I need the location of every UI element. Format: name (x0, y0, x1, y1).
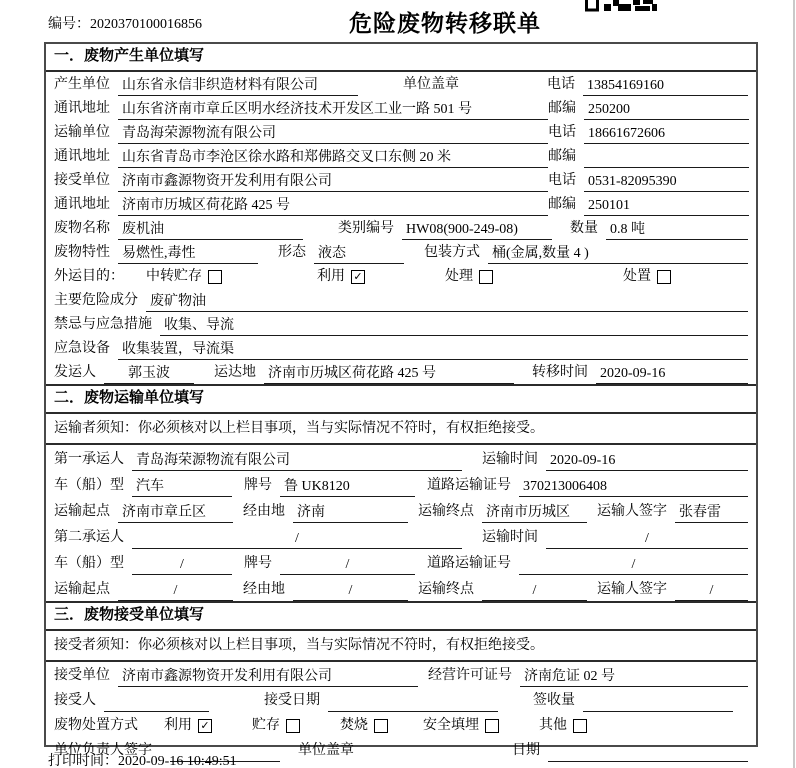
address-label: 通讯地址 (54, 149, 110, 164)
accept-date-field[interactable] (328, 692, 498, 712)
page-edge-divider (793, 0, 795, 768)
receipt-qty-label: 签收量 (533, 693, 575, 708)
road-permit-label: 道路运输证号 (427, 478, 511, 493)
receipt-qty-field[interactable] (583, 692, 733, 712)
transfer-time-field[interactable]: 2020-09-16 (596, 364, 748, 384)
row-route1 (46, 497, 756, 523)
row-producer (46, 72, 756, 96)
address-label: 通讯地址 (54, 197, 110, 212)
route1-start-field[interactable]: 济南市章丘区 (118, 503, 233, 523)
checkbox[interactable] (286, 719, 300, 733)
transporter-zip-field[interactable] (584, 148, 749, 168)
form-table (44, 42, 758, 758)
vehicle2-permit-field[interactable]: / (519, 555, 748, 575)
road-permit-label: 道路运输证号 (427, 556, 511, 571)
row-disposal-method (46, 712, 756, 737)
checkbox-label: 其他 (539, 718, 567, 733)
phone-label: 电话 (547, 77, 575, 92)
checkbox[interactable] (657, 270, 671, 284)
carrier2-time-field[interactable]: / (546, 529, 748, 549)
precaution-field[interactable]: 收集、导流 (160, 316, 748, 336)
row-hazard (46, 288, 756, 312)
disposal-method-label: 废物处置方式 (54, 718, 138, 733)
transporter-label: 运输单位 (54, 125, 110, 140)
plate-label: 牌号 (244, 556, 272, 571)
checkbox-label: 利用 (317, 269, 345, 284)
accept-unit-label: 接受单位 (54, 668, 110, 683)
zip-label: 邮编 (548, 149, 576, 164)
precaution-label: 禁忌与应急措施 (54, 317, 152, 332)
section2-header: 二．废物运输单位填写 (46, 384, 756, 414)
carrier-sign-label: 运输人签字 (597, 504, 667, 519)
business-permit-label: 经营许可证号 (428, 668, 512, 683)
date-label: 日期 (512, 743, 540, 758)
row-producer-address (46, 96, 756, 120)
checkbox-label: 处置 (623, 269, 651, 284)
carrier-sign-label: 运输人签字 (597, 582, 667, 597)
row-equipment (46, 336, 756, 360)
carrier2-field[interactable]: / (132, 529, 462, 549)
checkbox-label: 贮存 (252, 718, 280, 733)
waste-name-field[interactable]: 废机油 (118, 220, 303, 240)
packing-label: 包装方式 (424, 245, 480, 260)
packing-field[interactable]: 桶(金属,数量 4 ) (488, 244, 748, 264)
checkbox-label: 处理 (445, 269, 473, 284)
row-accept-person (46, 687, 756, 712)
plate-label: 牌号 (244, 478, 272, 493)
vehicle-type-label: 车（船）型 (54, 478, 124, 493)
accept-person-label: 接受人 (54, 693, 96, 708)
accept-date-label: 接受日期 (264, 693, 320, 708)
carrier1-label: 第一承运人 (54, 452, 124, 467)
sign-date-field[interactable] (548, 742, 748, 762)
transfer-time-label: 转移时间 (532, 365, 588, 380)
zip-label: 邮编 (548, 101, 576, 116)
disposal-option-utilize[interactable] (164, 715, 212, 737)
row-vehicle2 (46, 549, 756, 575)
checkbox[interactable] (208, 270, 222, 284)
row-purpose (46, 264, 756, 288)
vehicle2-plate-field[interactable]: / (280, 555, 415, 575)
doc-number-value: 2020370100016856 (90, 17, 202, 32)
category-code-field[interactable]: HW08(900-249-08) (402, 220, 552, 240)
route-start-label: 运输起点 (54, 582, 110, 597)
doc-number-label: 编号： (48, 17, 90, 32)
receiver-label: 接受单位 (54, 173, 110, 188)
transporter-phone-field[interactable]: 18661672606 (584, 124, 749, 144)
vehicle1-permit-field[interactable]: 370213006408 (519, 477, 748, 497)
producer-address-field[interactable]: 山东省济南市章丘区明水经济技术开发区工业一路 501 号 (118, 100, 548, 120)
vehicle2-type-field[interactable]: / (132, 555, 232, 575)
checkbox-label: 焚烧 (340, 718, 368, 733)
checkbox[interactable] (198, 719, 212, 733)
disposal-option-storage[interactable] (252, 715, 300, 737)
purpose-option-utilize[interactable] (317, 266, 365, 288)
transporter-notice: 运输者须知：你必须核对以上栏目事项，当与实际情况不符时，有权拒绝接受。 (46, 414, 756, 445)
producer-phone-field[interactable]: 13854169160 (583, 76, 748, 96)
producer-label: 产生单位 (54, 77, 110, 92)
route1-via-field[interactable]: 济南 (293, 503, 408, 523)
transporter-address-field[interactable]: 山东省青岛市李沧区徐水路和郑佛路交叉口东侧 20 米 (118, 148, 548, 168)
zip-label: 邮编 (548, 197, 576, 212)
checkbox[interactable] (374, 719, 388, 733)
quantity-field[interactable]: 0.8 吨 (606, 220, 748, 240)
checkbox[interactable] (351, 270, 365, 284)
doc-number (48, 13, 202, 33)
disposal-option-landfill[interactable] (423, 715, 499, 737)
carrier2-label: 第二承运人 (54, 530, 124, 545)
route-end-label: 运输终点 (418, 582, 474, 597)
responsible-sign-label: 单位负责人签字 (54, 743, 152, 758)
row-accept-unit (46, 662, 756, 687)
carrier1-field[interactable]: 青岛海荣源物流有限公司 (132, 451, 462, 471)
section1-header: 一．废物产生单位填写 (46, 44, 756, 72)
purpose-label: 外运目的： (54, 269, 124, 284)
transport-time-label: 运输时间 (482, 452, 538, 467)
route2-start-field[interactable]: / (118, 581, 233, 601)
route-start-label: 运输起点 (54, 504, 110, 519)
phone-label: 电话 (548, 173, 576, 188)
transporter-name-field[interactable]: 青岛海荣源物流有限公司 (118, 124, 548, 144)
accept-unit-field[interactable]: 济南市鑫源物资开发利用有限公司 (118, 667, 418, 687)
receiver-address-field[interactable]: 济南市历城区荷花路 425 号 (118, 196, 548, 216)
quantity-label: 数量 (570, 221, 598, 236)
row-vehicle1 (46, 471, 756, 497)
row-route2 (46, 575, 756, 601)
receiver-notice: 接受者须知：你必须核对以上栏目事项，当与实际情况不符时，有权拒绝接受。 (46, 631, 756, 662)
carrier1-time-field[interactable]: 2020-09-16 (546, 451, 748, 471)
vehicle1-type-field[interactable]: 汽车 (132, 477, 232, 497)
section3-header: 三．废物接受单位填写 (46, 601, 756, 631)
qr-code-icon (585, 0, 657, 13)
checkbox[interactable] (479, 270, 493, 284)
route1-sign-field[interactable]: 张春雷 (675, 503, 748, 523)
page-title: 危险废物转移联单 (349, 11, 541, 36)
hazard-label: 主要危险成分 (54, 293, 138, 308)
row-transporter-address (46, 144, 756, 168)
address-label: 通讯地址 (54, 101, 110, 116)
route1-end-field[interactable]: 济南市历城区 (482, 503, 587, 523)
business-permit-field[interactable]: 济南危证 02 号 (520, 667, 748, 687)
vehicle1-plate-field[interactable]: 鲁 UK8120 (280, 477, 415, 497)
route2-end-field[interactable]: / (482, 581, 587, 601)
equipment-field[interactable]: 收集装置，导流渠 (118, 340, 748, 360)
unit-seal-label: 单位盖章 (403, 77, 459, 92)
route2-sign-field[interactable]: / (675, 581, 748, 601)
receiver-name-field[interactable]: 济南市鑫源物资开发利用有限公司 (118, 172, 548, 192)
phone-label: 电话 (548, 125, 576, 140)
destination-label: 运达地 (214, 365, 256, 380)
category-code-label: 类别编号 (338, 221, 394, 236)
checkbox-label: 利用 (164, 718, 192, 733)
route-via-label: 经由地 (243, 504, 285, 519)
purpose-option-dispose[interactable] (623, 266, 671, 288)
purpose-option-treat[interactable] (445, 266, 493, 288)
row-carrier1 (46, 445, 756, 471)
producer-name-field[interactable]: 山东省永信非织造材料有限公司 (118, 76, 358, 96)
row-waste-name (46, 216, 756, 240)
waste-name-label: 废物名称 (54, 221, 110, 236)
destination-field[interactable]: 济南市历城区荷花路 425 号 (264, 364, 514, 384)
accept-person-field[interactable] (104, 692, 209, 712)
dispatcher-field[interactable]: 郭玉波 (104, 364, 194, 384)
row-transporter (46, 120, 756, 144)
route2-via-field[interactable]: / (293, 581, 408, 601)
row-receiver (46, 168, 756, 192)
row-precaution (46, 312, 756, 336)
producer-zip-field[interactable]: 250200 (584, 100, 749, 120)
dispatcher-label: 发运人 (54, 365, 96, 380)
print-time: 打印时间：2020-09-16 10:49:51 (48, 754, 237, 768)
vehicle-type-label: 车（船）型 (54, 556, 124, 571)
unit-seal-label: 单位盖章 (298, 743, 354, 758)
transport-time-label: 运输时间 (482, 530, 538, 545)
waste-props-field[interactable]: 易燃性,毒性 (118, 244, 258, 264)
row-receiver-address (46, 192, 756, 216)
checkbox-label: 中转贮存 (146, 269, 202, 284)
disposal-option-incinerate[interactable] (340, 715, 388, 737)
hazard-field[interactable]: 废矿物油 (146, 292, 748, 312)
checkbox[interactable] (485, 719, 499, 733)
row-dispatch (46, 360, 756, 384)
row-waste-props (46, 240, 756, 264)
purpose-option-transfer-storage[interactable] (146, 266, 222, 288)
disposal-option-other[interactable] (539, 715, 587, 737)
receiver-zip-field[interactable]: 250101 (584, 196, 749, 216)
equipment-label: 应急设备 (54, 341, 110, 356)
waste-props-label: 废物特性 (54, 245, 110, 260)
receiver-phone-field[interactable]: 0531-82095390 (584, 172, 749, 192)
route-via-label: 经由地 (243, 582, 285, 597)
route-end-label: 运输终点 (418, 504, 474, 519)
form-state-field[interactable]: 液态 (314, 244, 404, 264)
row-carrier2 (46, 523, 756, 549)
form-state-label: 形态 (278, 245, 306, 260)
checkbox-label: 安全填埋 (423, 718, 479, 733)
checkbox[interactable] (573, 719, 587, 733)
